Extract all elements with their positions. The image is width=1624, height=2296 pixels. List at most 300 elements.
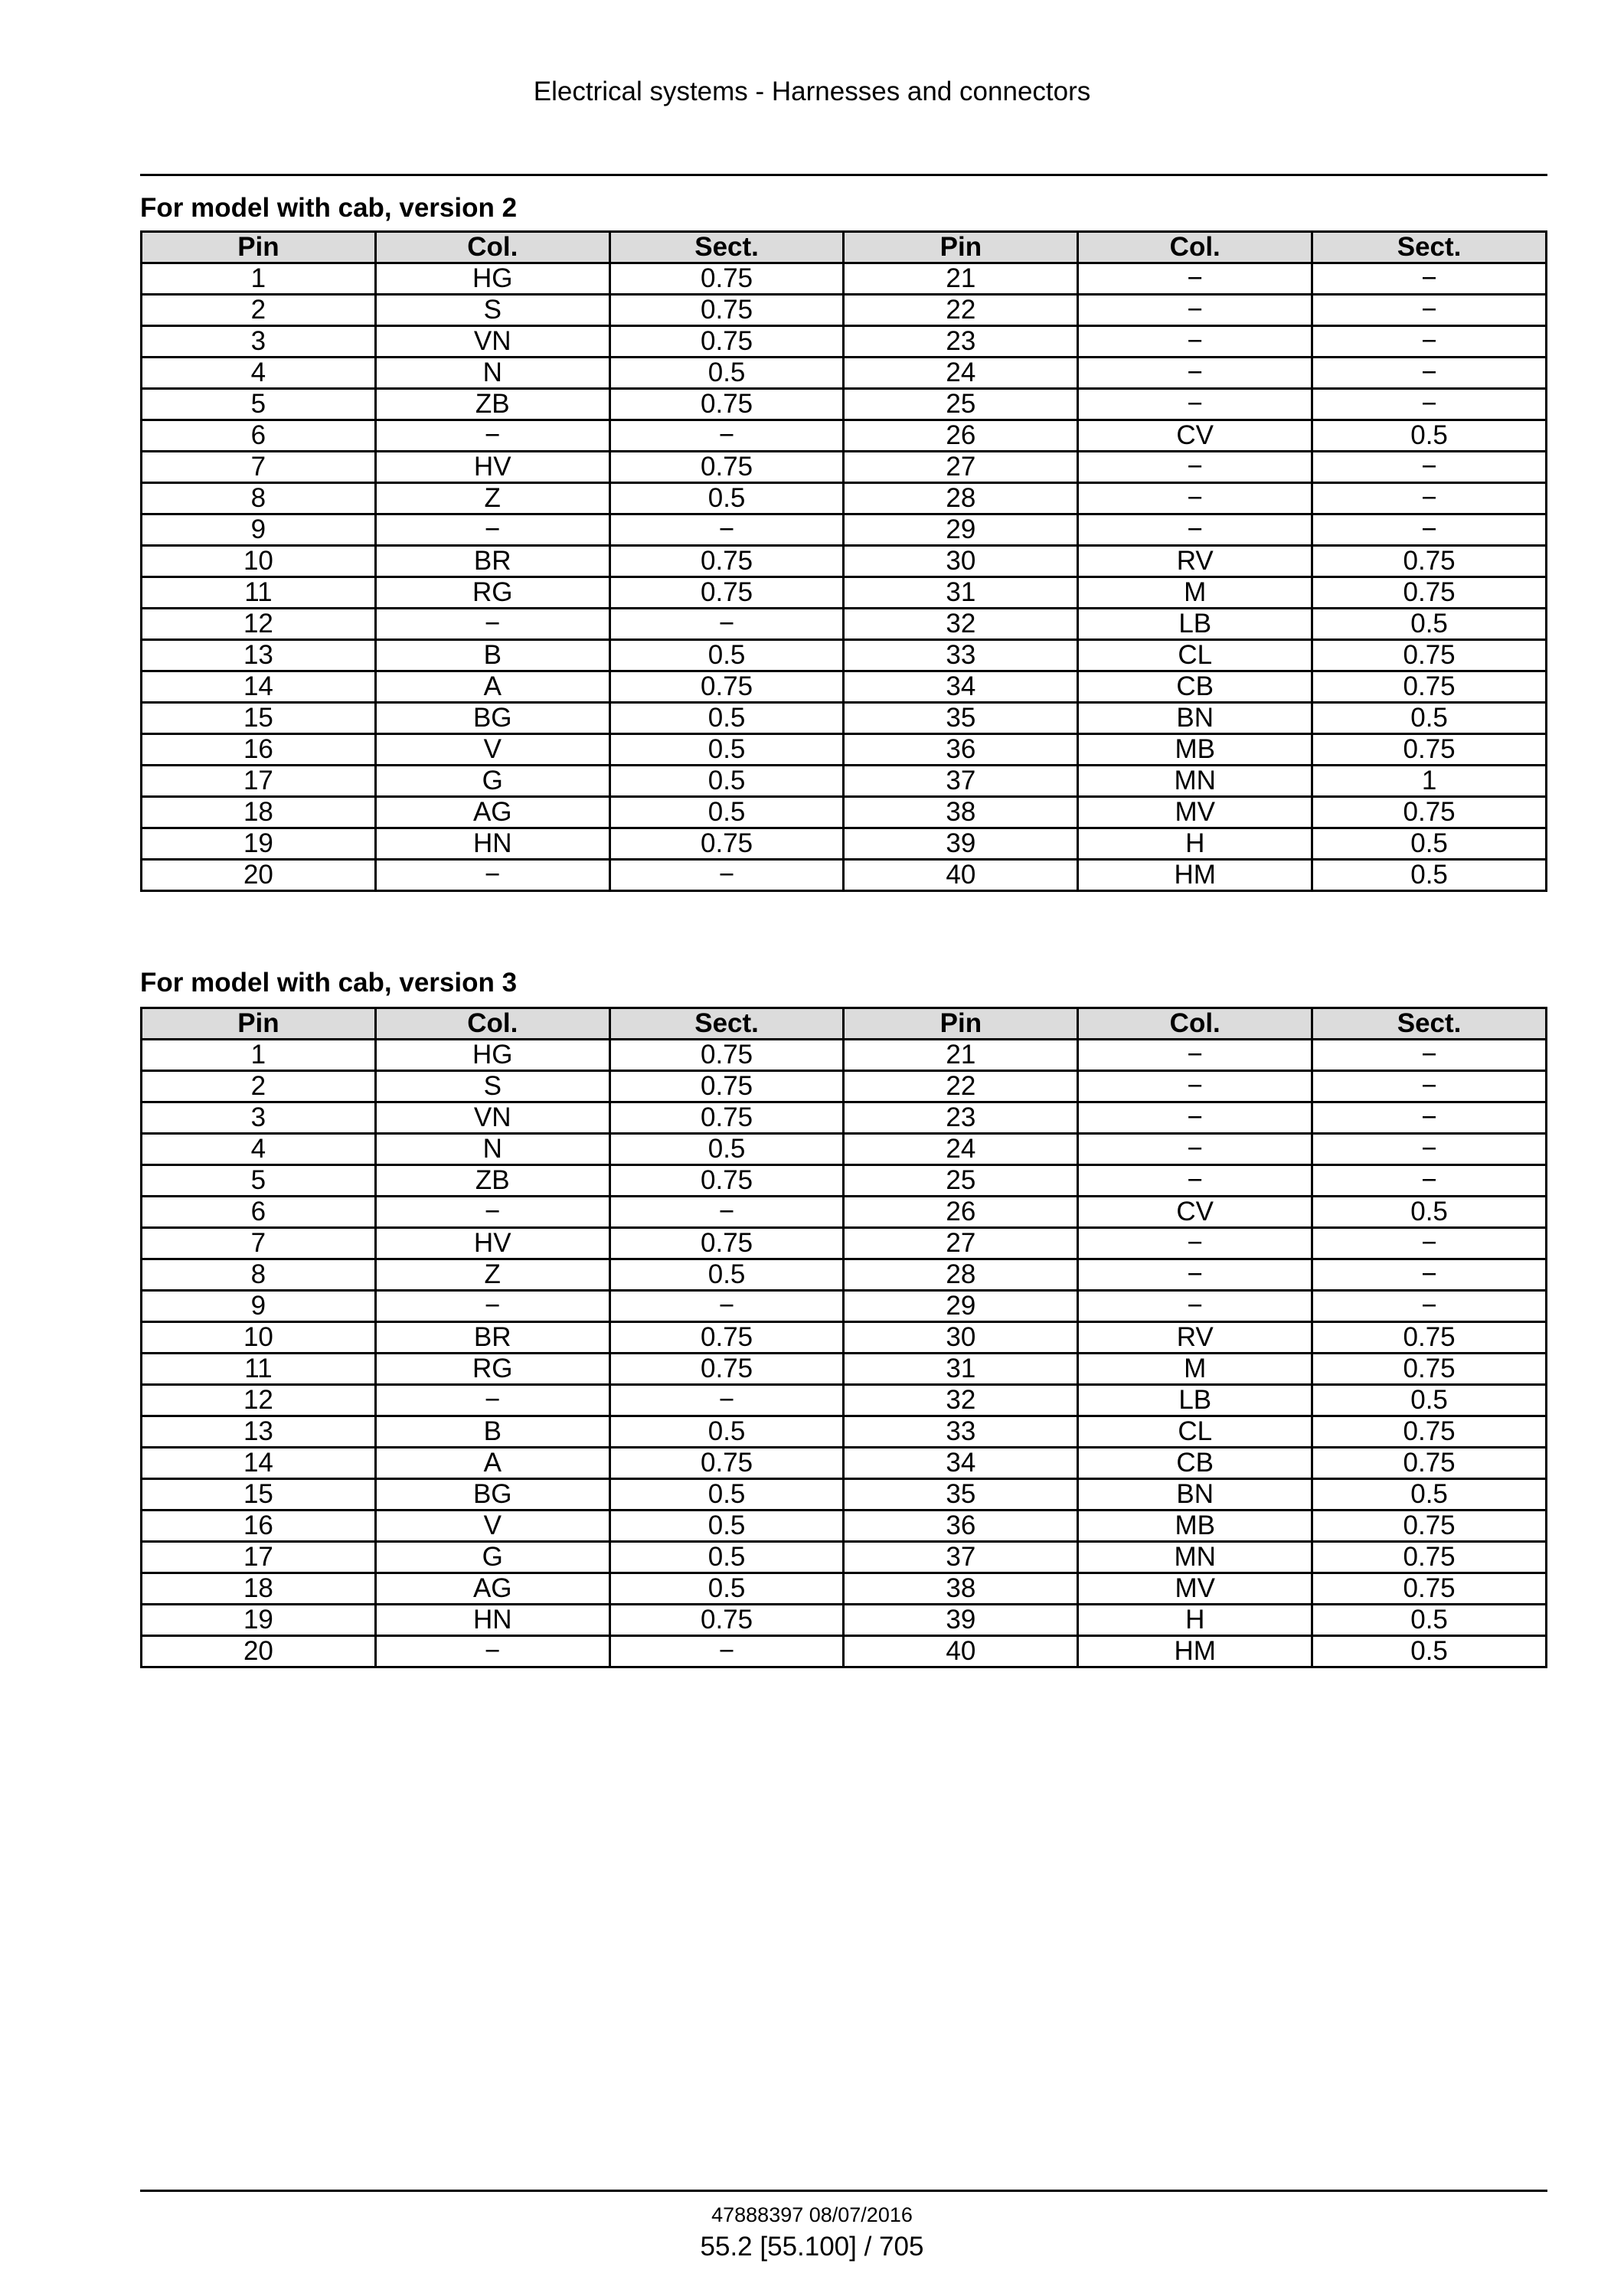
- cell-section: −: [1312, 263, 1547, 295]
- cell-color: H: [1078, 1605, 1312, 1636]
- cell-section: −: [1312, 1134, 1547, 1165]
- cell-pin: 9: [142, 514, 376, 546]
- table-header-row: [142, 1008, 1547, 1040]
- cell-section: −: [1312, 452, 1547, 483]
- cell-color: −: [1078, 1134, 1312, 1165]
- table-row: [142, 577, 1547, 609]
- cell-color: CV: [1078, 420, 1312, 452]
- cell-section: 0.75: [609, 671, 844, 703]
- table-row: [142, 1354, 1547, 1385]
- table-row: [142, 483, 1547, 514]
- cell-color: RG: [375, 577, 609, 609]
- cell-pin: 15: [142, 703, 376, 734]
- cell-pin: 4: [142, 1134, 376, 1165]
- cell-color: MB: [1078, 734, 1312, 766]
- cell-pin: 6: [142, 1197, 376, 1228]
- cell-section: 0.75: [609, 389, 844, 420]
- cell-color: CB: [1078, 671, 1312, 703]
- table-row: [142, 452, 1547, 483]
- cell-section: 0.5: [1312, 1479, 1547, 1511]
- cell-pin: 38: [844, 1573, 1078, 1605]
- cell-section: 0.5: [1312, 1385, 1547, 1416]
- cell-pin: 9: [142, 1291, 376, 1322]
- cell-color: N: [375, 1134, 609, 1165]
- pin-table-version-3: [140, 1007, 1547, 1668]
- cell-color: −: [1078, 263, 1312, 295]
- cell-color: MN: [1078, 766, 1312, 797]
- section-heading-version-3: For model with cab, version 3: [140, 968, 518, 998]
- column-header-pin: Pin: [844, 232, 1078, 263]
- cell-pin: 26: [844, 1197, 1078, 1228]
- cell-section: 0.5: [609, 1511, 844, 1542]
- table-row: [142, 1385, 1547, 1416]
- cell-section: 0.5: [609, 1259, 844, 1291]
- cell-color: S: [375, 295, 609, 326]
- cell-pin: 19: [142, 828, 376, 860]
- cell-pin: 7: [142, 1228, 376, 1259]
- cell-pin: 28: [844, 483, 1078, 514]
- cell-section: −: [1312, 514, 1547, 546]
- cell-color: MV: [1078, 797, 1312, 828]
- cell-section: 0.75: [1312, 546, 1547, 577]
- cell-pin: 33: [844, 1416, 1078, 1448]
- cell-pin: 36: [844, 734, 1078, 766]
- cell-pin: 11: [142, 577, 376, 609]
- cell-section: −: [1312, 389, 1547, 420]
- column-header-color: Col.: [375, 232, 609, 263]
- cell-pin: 10: [142, 546, 376, 577]
- table-row: [142, 1102, 1547, 1134]
- table-row: [142, 1291, 1547, 1322]
- cell-section: 0.75: [609, 1605, 844, 1636]
- cell-section: 0.5: [1312, 1197, 1547, 1228]
- cell-color: −: [375, 1197, 609, 1228]
- table-row: [142, 640, 1547, 671]
- cell-pin: 32: [844, 1385, 1078, 1416]
- cell-section: −: [609, 1636, 844, 1667]
- cell-section: 0.5: [1312, 609, 1547, 640]
- cell-section: 0.75: [609, 828, 844, 860]
- cell-color: MV: [1078, 1573, 1312, 1605]
- column-header-section: Sect.: [609, 1008, 844, 1040]
- section-heading-version-2: For model with cab, version 2: [140, 193, 518, 223]
- cell-section: 0.75: [1312, 640, 1547, 671]
- cell-pin: 20: [142, 860, 376, 891]
- cell-pin: 29: [844, 514, 1078, 546]
- header-divider: [140, 174, 1547, 176]
- cell-section: −: [1312, 1165, 1547, 1197]
- cell-color: BG: [375, 1479, 609, 1511]
- cell-section: 0.75: [1312, 671, 1547, 703]
- cell-pin: 28: [844, 1259, 1078, 1291]
- cell-color: −: [375, 420, 609, 452]
- page-header-title: Electrical systems - Harnesses and connectors: [533, 77, 1091, 106]
- cell-color: B: [375, 640, 609, 671]
- cell-pin: 30: [844, 1322, 1078, 1354]
- table-row: [142, 1071, 1547, 1102]
- cell-section: 0.75: [1312, 1354, 1547, 1385]
- cell-color: MN: [1078, 1542, 1312, 1573]
- table-header-row: [142, 232, 1547, 263]
- cell-color: −: [1078, 358, 1312, 389]
- table-row: [142, 1416, 1547, 1448]
- table-row: [142, 766, 1547, 797]
- cell-section: −: [1312, 326, 1547, 358]
- cell-section: −: [609, 1385, 844, 1416]
- cell-pin: 18: [142, 797, 376, 828]
- cell-section: 0.5: [609, 766, 844, 797]
- cell-color: HM: [1078, 1636, 1312, 1667]
- table-row: [142, 1573, 1547, 1605]
- footer-document-reference: 47888397 08/07/2016: [711, 2203, 913, 2226]
- cell-pin: 4: [142, 358, 376, 389]
- cell-color: RG: [375, 1354, 609, 1385]
- table-row: [142, 295, 1547, 326]
- cell-color: BN: [1078, 1479, 1312, 1511]
- cell-pin: 27: [844, 452, 1078, 483]
- cell-section: 0.5: [1312, 860, 1547, 891]
- cell-color: ZB: [375, 389, 609, 420]
- cell-section: 0.75: [1312, 1416, 1547, 1448]
- cell-color: G: [375, 766, 609, 797]
- cell-pin: 16: [142, 734, 376, 766]
- cell-color: A: [375, 671, 609, 703]
- cell-section: 0.5: [1312, 703, 1547, 734]
- cell-color: −: [1078, 1165, 1312, 1197]
- table-row: [142, 389, 1547, 420]
- cell-section: 0.5: [609, 640, 844, 671]
- cell-pin: 10: [142, 1322, 376, 1354]
- cell-color: −: [375, 609, 609, 640]
- cell-pin: 23: [844, 1102, 1078, 1134]
- cell-pin: 5: [142, 1165, 376, 1197]
- cell-section: −: [1312, 358, 1547, 389]
- cell-pin: 20: [142, 1636, 376, 1667]
- table-row: [142, 1134, 1547, 1165]
- cell-section: −: [609, 514, 844, 546]
- table-row: [142, 514, 1547, 546]
- cell-pin: 39: [844, 1605, 1078, 1636]
- cell-pin: 7: [142, 452, 376, 483]
- cell-section: 0.75: [1312, 1322, 1547, 1354]
- cell-color: −: [1078, 1102, 1312, 1134]
- cell-color: M: [1078, 577, 1312, 609]
- cell-section: 0.5: [609, 1479, 844, 1511]
- cell-pin: 38: [844, 797, 1078, 828]
- cell-section: 0.5: [609, 1542, 844, 1573]
- table-row: [142, 263, 1547, 295]
- cell-pin: 19: [142, 1605, 376, 1636]
- cell-pin: 24: [844, 1134, 1078, 1165]
- cell-section: 0.75: [609, 326, 844, 358]
- cell-section: 0.75: [1312, 1511, 1547, 1542]
- table-row: [142, 1542, 1547, 1573]
- cell-color: −: [375, 1385, 609, 1416]
- cell-section: 0.75: [609, 295, 844, 326]
- cell-color: HV: [375, 1228, 609, 1259]
- table-row: [142, 1511, 1547, 1542]
- cell-color: −: [1078, 1071, 1312, 1102]
- cell-color: BG: [375, 703, 609, 734]
- cell-pin: 37: [844, 1542, 1078, 1573]
- cell-pin: 26: [844, 420, 1078, 452]
- cell-pin: 30: [844, 546, 1078, 577]
- cell-pin: 36: [844, 1511, 1078, 1542]
- column-header-pin: Pin: [142, 232, 376, 263]
- cell-color: CB: [1078, 1448, 1312, 1479]
- cell-color: M: [1078, 1354, 1312, 1385]
- cell-color: −: [375, 514, 609, 546]
- cell-pin: 15: [142, 1479, 376, 1511]
- cell-section: 0.5: [609, 1134, 844, 1165]
- cell-pin: 3: [142, 1102, 376, 1134]
- cell-section: 0.75: [1312, 1542, 1547, 1573]
- cell-section: 0.75: [609, 577, 844, 609]
- cell-pin: 37: [844, 766, 1078, 797]
- table-row: [142, 671, 1547, 703]
- cell-section: 0.5: [1312, 420, 1547, 452]
- cell-pin: 40: [844, 1636, 1078, 1667]
- cell-section: 0.5: [609, 703, 844, 734]
- cell-pin: 2: [142, 1071, 376, 1102]
- cell-pin: 17: [142, 1542, 376, 1573]
- cell-pin: 22: [844, 295, 1078, 326]
- cell-color: VN: [375, 326, 609, 358]
- cell-color: −: [375, 1636, 609, 1667]
- cell-color: −: [1078, 295, 1312, 326]
- table-row: [142, 609, 1547, 640]
- cell-section: 0.5: [1312, 1636, 1547, 1667]
- column-header-section: Sect.: [609, 232, 844, 263]
- cell-section: 0.75: [609, 1322, 844, 1354]
- cell-color: ZB: [375, 1165, 609, 1197]
- cell-section: 0.5: [609, 358, 844, 389]
- cell-pin: 32: [844, 609, 1078, 640]
- cell-color: CV: [1078, 1197, 1312, 1228]
- cell-section: 0.75: [609, 1165, 844, 1197]
- table-row: [142, 358, 1547, 389]
- cell-pin: 24: [844, 358, 1078, 389]
- footer-divider: [140, 2190, 1547, 2192]
- cell-section: −: [1312, 1228, 1547, 1259]
- cell-pin: 34: [844, 1448, 1078, 1479]
- cell-section: 0.75: [609, 1354, 844, 1385]
- cell-color: HV: [375, 452, 609, 483]
- cell-color: LB: [1078, 1385, 1312, 1416]
- cell-section: −: [609, 860, 844, 891]
- pin-table-version-2: [140, 230, 1547, 892]
- table-row: [142, 1605, 1547, 1636]
- table-row: [142, 734, 1547, 766]
- table-row: [142, 1259, 1547, 1291]
- cell-color: Z: [375, 1259, 609, 1291]
- cell-pin: 40: [844, 860, 1078, 891]
- cell-section: −: [1312, 1291, 1547, 1322]
- cell-pin: 2: [142, 295, 376, 326]
- column-header-color: Col.: [1078, 232, 1312, 263]
- cell-section: 0.75: [1312, 734, 1547, 766]
- cell-section: 0.75: [1312, 577, 1547, 609]
- cell-pin: 18: [142, 1573, 376, 1605]
- cell-section: 0.75: [609, 452, 844, 483]
- cell-color: BN: [1078, 703, 1312, 734]
- cell-color: BR: [375, 1322, 609, 1354]
- cell-color: CL: [1078, 1416, 1312, 1448]
- column-header-color: Col.: [375, 1008, 609, 1040]
- cell-section: −: [1312, 1102, 1547, 1134]
- cell-pin: 12: [142, 1385, 376, 1416]
- cell-pin: 1: [142, 263, 376, 295]
- table-row: [142, 1322, 1547, 1354]
- cell-pin: 34: [844, 671, 1078, 703]
- cell-section: −: [1312, 1040, 1547, 1071]
- table-row: [142, 797, 1547, 828]
- cell-pin: 8: [142, 483, 376, 514]
- cell-section: 0.75: [609, 546, 844, 577]
- cell-section: −: [609, 609, 844, 640]
- cell-section: −: [609, 1197, 844, 1228]
- cell-pin: 35: [844, 703, 1078, 734]
- cell-pin: 27: [844, 1228, 1078, 1259]
- cell-color: −: [1078, 1291, 1312, 1322]
- cell-color: −: [375, 860, 609, 891]
- cell-section: −: [1312, 295, 1547, 326]
- cell-color: H: [1078, 828, 1312, 860]
- cell-pin: 39: [844, 828, 1078, 860]
- cell-section: 0.5: [1312, 1605, 1547, 1636]
- cell-color: BR: [375, 546, 609, 577]
- table-row: [142, 326, 1547, 358]
- table-row: [142, 1448, 1547, 1479]
- cell-section: 0.75: [609, 1040, 844, 1071]
- cell-color: −: [1078, 452, 1312, 483]
- cell-color: G: [375, 1542, 609, 1573]
- cell-color: CL: [1078, 640, 1312, 671]
- cell-section: −: [609, 420, 844, 452]
- table-row: [142, 828, 1547, 860]
- cell-section: 1: [1312, 766, 1547, 797]
- cell-color: AG: [375, 797, 609, 828]
- cell-color: V: [375, 1511, 609, 1542]
- cell-pin: 21: [844, 263, 1078, 295]
- cell-pin: 35: [844, 1479, 1078, 1511]
- cell-pin: 31: [844, 577, 1078, 609]
- table-row: [142, 546, 1547, 577]
- cell-pin: 25: [844, 1165, 1078, 1197]
- cell-color: S: [375, 1071, 609, 1102]
- cell-section: 0.75: [1312, 797, 1547, 828]
- cell-section: 0.5: [609, 1416, 844, 1448]
- table-row: [142, 1165, 1547, 1197]
- cell-section: −: [609, 1291, 844, 1322]
- cell-pin: 23: [844, 326, 1078, 358]
- cell-pin: 13: [142, 1416, 376, 1448]
- table-row: [142, 1479, 1547, 1511]
- column-header-pin: Pin: [844, 1008, 1078, 1040]
- cell-pin: 21: [844, 1040, 1078, 1071]
- table-row: [142, 1636, 1547, 1667]
- cell-color: VN: [375, 1102, 609, 1134]
- cell-section: 0.75: [609, 1102, 844, 1134]
- cell-color: MB: [1078, 1511, 1312, 1542]
- cell-color: −: [1078, 483, 1312, 514]
- cell-pin: 22: [844, 1071, 1078, 1102]
- cell-section: 0.75: [1312, 1448, 1547, 1479]
- cell-pin: 13: [142, 640, 376, 671]
- cell-color: −: [375, 1291, 609, 1322]
- cell-section: 0.5: [609, 734, 844, 766]
- cell-color: −: [1078, 1228, 1312, 1259]
- column-header-pin: Pin: [142, 1008, 376, 1040]
- cell-pin: 31: [844, 1354, 1078, 1385]
- cell-section: 0.75: [609, 1228, 844, 1259]
- cell-color: HG: [375, 263, 609, 295]
- cell-pin: 8: [142, 1259, 376, 1291]
- cell-section: 0.5: [609, 483, 844, 514]
- cell-section: −: [1312, 1259, 1547, 1291]
- cell-color: LB: [1078, 609, 1312, 640]
- cell-section: 0.5: [609, 797, 844, 828]
- cell-pin: 17: [142, 766, 376, 797]
- column-header-color: Col.: [1078, 1008, 1312, 1040]
- cell-color: −: [1078, 389, 1312, 420]
- cell-color: RV: [1078, 1322, 1312, 1354]
- cell-color: N: [375, 358, 609, 389]
- table-row: [142, 860, 1547, 891]
- cell-pin: 5: [142, 389, 376, 420]
- cell-pin: 14: [142, 671, 376, 703]
- cell-pin: 16: [142, 1511, 376, 1542]
- footer-page-reference: 55.2 [55.100] / 705: [700, 2232, 924, 2262]
- cell-pin: 6: [142, 420, 376, 452]
- table-row: [142, 1197, 1547, 1228]
- cell-pin: 29: [844, 1291, 1078, 1322]
- cell-section: 0.75: [609, 263, 844, 295]
- column-header-section: Sect.: [1312, 1008, 1547, 1040]
- cell-color: Z: [375, 483, 609, 514]
- cell-section: −: [1312, 1071, 1547, 1102]
- cell-section: 0.75: [609, 1448, 844, 1479]
- cell-section: −: [1312, 483, 1547, 514]
- cell-color: HN: [375, 1605, 609, 1636]
- cell-pin: 3: [142, 326, 376, 358]
- cell-pin: 12: [142, 609, 376, 640]
- cell-color: B: [375, 1416, 609, 1448]
- cell-color: −: [1078, 326, 1312, 358]
- cell-pin: 33: [844, 640, 1078, 671]
- cell-pin: 11: [142, 1354, 376, 1385]
- column-header-section: Sect.: [1312, 232, 1547, 263]
- cell-pin: 25: [844, 389, 1078, 420]
- table-row: [142, 1040, 1547, 1071]
- table-row: [142, 420, 1547, 452]
- table-row: [142, 703, 1547, 734]
- cell-pin: 14: [142, 1448, 376, 1479]
- cell-color: A: [375, 1448, 609, 1479]
- cell-color: −: [1078, 514, 1312, 546]
- cell-color: −: [1078, 1259, 1312, 1291]
- cell-color: AG: [375, 1573, 609, 1605]
- cell-color: HN: [375, 828, 609, 860]
- cell-pin: 1: [142, 1040, 376, 1071]
- cell-section: 0.75: [1312, 1573, 1547, 1605]
- cell-color: HG: [375, 1040, 609, 1071]
- cell-section: 0.5: [609, 1573, 844, 1605]
- cell-section: 0.5: [1312, 828, 1547, 860]
- cell-color: −: [1078, 1040, 1312, 1071]
- cell-color: V: [375, 734, 609, 766]
- cell-color: HM: [1078, 860, 1312, 891]
